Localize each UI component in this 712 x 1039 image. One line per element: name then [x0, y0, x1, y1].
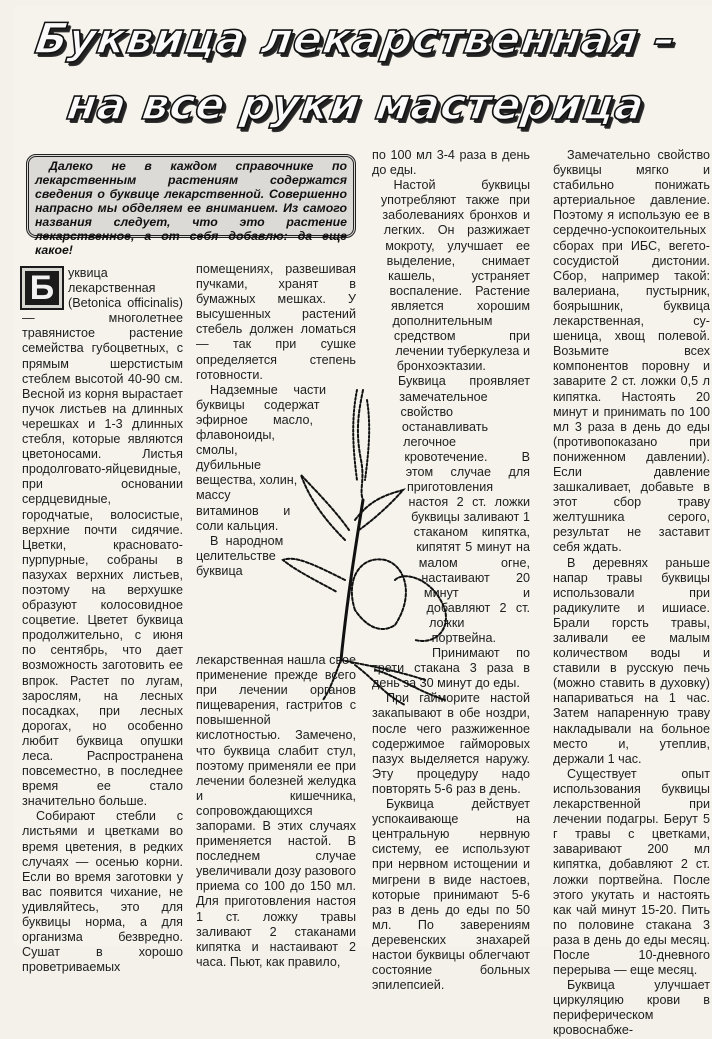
paragraph: Буквица действует успокаивающе на центральную нервную систему, ее используют при нервном истощении и мигрени в виде настоев, которые принимают 5-6 раз в день до еды по 50 мл. По заверениям деревенских знахарей настои буквицы облегчают состояние больных эпилепсией. — [372, 797, 530, 993]
lead-text: Далеко не в каждом справочнике по лекарственным растениям содержатся сведения о буквице лекарственной. Совершенно напрасно мы обделяем ее вниманием. Из самого названия следует, что это растение лекарственное, а от себя добавлю: да еще какое! — [35, 159, 347, 257]
paragraph: Б уквица лекарственная (Betonica officinalis) — многолетнее травянистое растение семейства губоцветных, с прямым шерстистым стеблем высотой 40-90 см. Весной из корня вырастает пучок листьев на длинных черешках и 1-3 длинных стебля, которые являются цветоносами. Листья продолговато-яйцевидные, при основании сердцевидные, городчатые, волосистые, верхние почти сидячие. Цветки, красновато-пурпурные, собраны в пазухах верхних листьев, поэтому на верхушке образуют колосовидное соцветие. Цветет буквица продолжительно, с июня по сентябрь, что дает возможность заготовить ее впрок. Растет по лугам, зарослям, на лесных посадках, при лесных дорогах, но особенно любит буквица опушки леса. Распространена повсеместно, в последнее время ее стало значительно больше. — [22, 266, 183, 809]
paragraph: Замечательно свойство буквицы мягко и стабильно понижать артериальное давление. Поэтому я использую ее в сердечно-успокоительных сборах при ИБС, вегето-сосудистой дистонии. Сбор, например такой: валериана, пустырник, боярышник, буквица лекарственная, су-шеница, хвощ полевой. Возьмите всех компонентов поровну и заварите 2 ст. ложки 0,5 л кипятка. Настоять 20 минут и принимать по 100 мл 3 раза в день до еды (противопоказано при пониженном давлении). Если давление зашкаливает, добавьте в этот сбор траву желтушника серого, результат не заставит себя ждать. — [553, 148, 710, 555]
paragraph: Надземные части буквицы содержат эфирное масло, флавоноиды, смолы, дубильные вещества, холин, массу витаминов и соли кальция. — [196, 382, 327, 533]
paragraph: Собирают стебли с листьями и цветками во время цветения, в редких случаях — осенью корни. Если во время заготовки у вас появится чихание, не удивляйтесь, это для буквицы норма, а для организма безвредно. Сушат в хорошо проветриваемых — [22, 809, 183, 975]
paragraph: Настой буквицы употребляют также при заболеваниях бронхов и легких. Он разжижает мокроту, улучшает ее выделение, снимает кашель, устраняет воспаление. Растение является хорошим дополнительным средством при лечении туберкулеза и бронхоэктазии. Буквица проявляет замечательное свойство останавливать легочное кровотечение. В этом случае для приготовления настоя 2 ст. ложки буквицы заливают 1 стаканом кипятка, кипятят 5 минут на малом огне, настаивают 20 минут и добавляют 2 ст. ложки портвейна. Принимают по трети стакана 3 раза в день за 30 минут до еды. — [372, 178, 530, 691]
lead-box — [26, 154, 356, 257]
paragraph: по 100 мл 3-4 раза в день до еды. — [372, 148, 530, 178]
betony-plant-illustration — [275, 380, 465, 710]
headline-line-2: на все руки мастерица — [64, 80, 648, 129]
paragraph: В деревнях раньше напар травы буквицы использовали при радикулите и ишиасе. Брали горсть травы, заливали ее малым количеством воды и ставили в русскую печь (можно ставить в духовку) напариваться на 1 час. Затем напаренную траву накладывали на больное место и, утеплив, держали 1 час. — [553, 555, 710, 766]
column-1 — [22, 266, 183, 975]
drop-cap: Б — [22, 268, 62, 308]
column-4 — [553, 148, 710, 1039]
paragraph: помещениях, развешивая пучками, хранят в бумажных мешках. У высушенных растений стебель должен ломаться — так при сушке определяется степень готовности. — [196, 262, 356, 382]
plant-drawing — [283, 390, 446, 705]
headline-line-1: Буквица лекарственная – — [32, 14, 680, 63]
paragraph: При гайморите настой закапывают в обе ноздри, после чего разжиженное содержимое гайморовых пазух выделяется наружу. Эту процедуру надо повторять 5-6 раз в день. — [372, 691, 530, 796]
paragraph: В народном целительстве буквица лекарственная нашла свое применение прежде всего при лечении органов пищеварения, гастритов с повышенной кислотностью. Замечено, что буквица слабит стул, поэтому применяли ее при лечении болезней желудка и кишечника, сопровождающихся запорами. В этих случаях применяется настой. В последнем случае увеличивали дозу разового приема со 100 до 150 мл. Для приготовления настоя 1 ст. ложку травы заливают 2 стаканами кипятка и настаивают 2 часа. Пьют, как правило, — [196, 533, 356, 969]
paragraph: Буквица улучшает циркуляцию крови в периферическом кровоснабже- — [553, 978, 710, 1038]
paragraph: Существует опыт использования буквицы лекарственной при лечении подагры. Берут 5 г травы с цветками, заваривают 200 мл кипятка, добавляют 2 ст. ложки портвейна. После этого укутать и настоять как чай минут 15-20. Пить по половине стакана 3 раза в день до еды месяц. После 10-дневного перерыва — еще месяц. — [553, 766, 710, 978]
